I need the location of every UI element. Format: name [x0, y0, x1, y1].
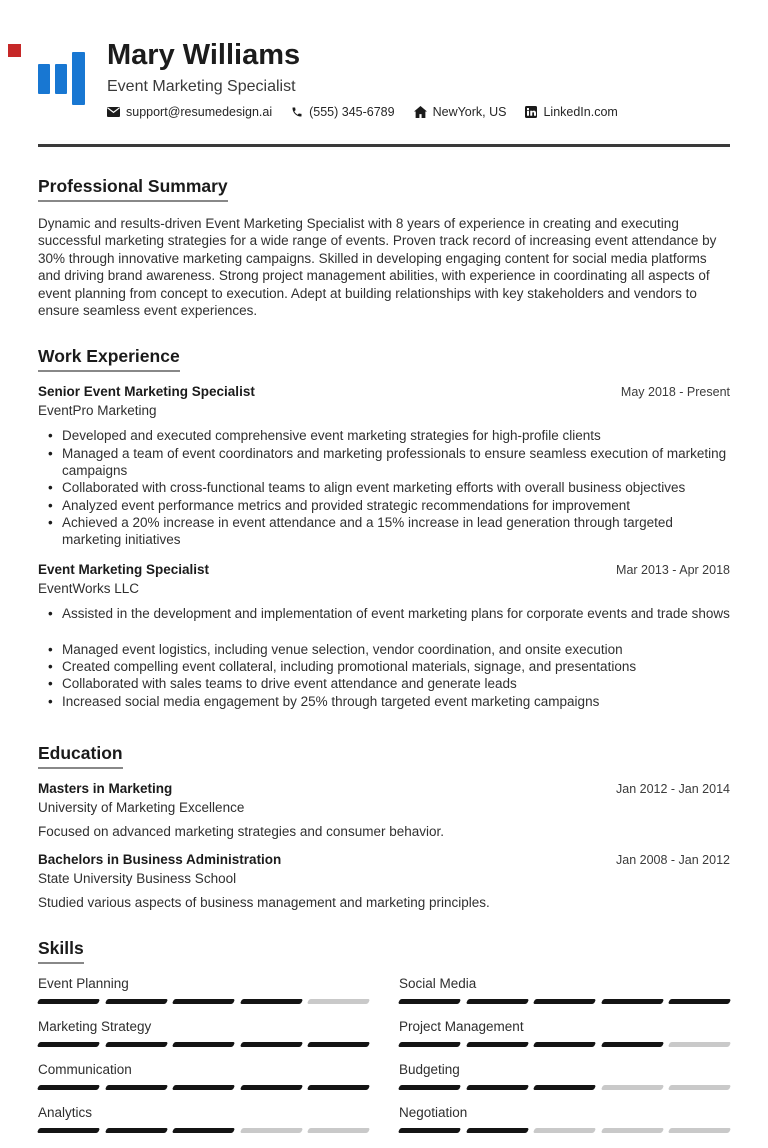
job-bullet: • Developed and executed comprehensive event marketing strategies for high-profile clients [38, 427, 730, 444]
skill-level-segment [601, 1085, 664, 1090]
skill-level-segment [465, 1085, 528, 1090]
candidate-name: Mary Williams [107, 39, 301, 71]
skill-level-segment [307, 1128, 370, 1133]
skill-level-segment [240, 1085, 303, 1090]
work-jobs [38, 384, 730, 710]
home-icon [414, 106, 427, 118]
red-corner-mark [8, 44, 21, 57]
skill-item [38, 1105, 369, 1133]
skill-name: Project Management [399, 1018, 524, 1034]
education-entry [38, 852, 730, 910]
job-bullets [38, 427, 730, 548]
logo-bar [55, 64, 67, 94]
skill-level-segment [601, 999, 664, 1004]
candidate-role: Event Marketing Specialist [107, 77, 296, 95]
skill-level-segment [37, 1042, 100, 1047]
resume-header [38, 40, 730, 119]
skill-level-segment [465, 1042, 528, 1047]
job-bullets [38, 605, 730, 709]
job-title: Senior Event Marketing Specialist [38, 384, 255, 400]
job-header [38, 562, 730, 577]
job-dates: Mar 2013 - Apr 2018 [616, 563, 730, 578]
skill-item [38, 1062, 369, 1090]
skill-name: Event Planning [38, 975, 129, 991]
skill-level-segment [37, 999, 100, 1004]
skill-item [399, 1062, 730, 1090]
skill-level-segment [601, 1042, 664, 1047]
skill-level-bar [38, 999, 369, 1004]
skill-level-segment [172, 1128, 235, 1133]
skill-item [399, 1105, 730, 1133]
skill-level-bar [399, 999, 730, 1004]
skill-level-segment [172, 1042, 235, 1047]
school-name: University of Marketing Excellence [38, 799, 245, 815]
section-title: Education [38, 743, 123, 769]
skill-level-segment [668, 1128, 731, 1133]
skill-level-segment [601, 1128, 664, 1133]
skill-level-segment [104, 1128, 167, 1133]
job-bullet: • Increased social media engagement by 25% through targeted event marketing campaigns [38, 693, 730, 710]
skill-level-segment [398, 1042, 461, 1047]
job-bullet: • Assisted in the development and implementation of event marketing plans for corporate events and trade shows [38, 605, 730, 622]
contact-linkedin: LinkedIn.com [525, 105, 617, 119]
phone-icon [291, 106, 303, 118]
logo-bar [38, 64, 50, 94]
skills-column [38, 976, 369, 1148]
skill-level-segment [465, 999, 528, 1004]
skill-level-segment [240, 999, 303, 1004]
section-title: Work Experience [38, 346, 180, 372]
skill-item [38, 976, 369, 1004]
education-description: Focused on advanced marketing strategies and consumer behavior. [38, 823, 444, 839]
resume-page [0, 40, 768, 1118]
education-entry [38, 781, 730, 839]
job-entry [38, 384, 730, 548]
skill-item [38, 1019, 369, 1047]
education-items [38, 781, 730, 910]
linkedin-icon [525, 106, 537, 118]
section-skills [38, 938, 730, 1148]
skill-name: Social Media [399, 975, 477, 991]
skill-item [399, 976, 730, 1004]
section-title: Professional Summary [38, 176, 228, 202]
logo-bar [72, 52, 85, 105]
degree-title: Bachelors in Business Administration [38, 851, 282, 867]
envelope-icon [107, 107, 120, 117]
education-header [38, 852, 730, 867]
contact-email: support@resumedesign.ai [107, 105, 272, 119]
skill-level-segment [172, 1085, 235, 1090]
section-title: Skills [38, 938, 84, 964]
section-professional-summary [38, 176, 730, 319]
skill-level-segment [398, 1085, 461, 1090]
skill-level-segment [172, 999, 235, 1004]
contact-row [107, 105, 618, 119]
skill-level-segment [398, 1128, 461, 1133]
section-education [38, 743, 730, 910]
skill-level-segment [668, 1042, 731, 1047]
bar-chart-logo-icon [38, 52, 86, 105]
skill-level-bar [399, 1085, 730, 1090]
skill-level-bar [399, 1128, 730, 1133]
skill-level-segment [668, 1085, 731, 1090]
skill-level-segment [104, 999, 167, 1004]
skill-name: Negotiation [399, 1104, 468, 1120]
job-dates: May 2018 - Present [620, 385, 730, 400]
education-dates: Jan 2008 - Jan 2012 [616, 852, 730, 867]
skill-level-segment [37, 1128, 100, 1133]
skill-name: Communication [38, 1061, 132, 1077]
job-bullet: • Managed event logistics, including venue selection, vendor coordination, and onsite execution [38, 641, 730, 658]
contact-location: NewYork, US [414, 105, 507, 119]
job-entry [38, 562, 730, 709]
skills-column [399, 976, 730, 1148]
summary-text: Dynamic and results-driven Event Marketing Specialist with 8 years of experience in creating and executing successful marketing strategies for a wide range of events. Proven track record of increasing event attendance by 30% through innovative marketing campaigns. Skilled in developing engaging content for social media platforms and driving brand awareness. Strong project management abilities, with experience in coordinating all aspects of event planning from concept to execution. Adept at building relationships with key stakeholders and vendors to ensure seamless event experiences. [38, 215, 717, 318]
skill-level-segment [307, 1042, 370, 1047]
skill-item [399, 1019, 730, 1047]
skill-level-segment [104, 1085, 167, 1090]
skill-level-segment [240, 1128, 303, 1133]
skill-level-bar [38, 1128, 369, 1133]
skill-name: Analytics [38, 1104, 93, 1120]
section-work-experience [38, 346, 730, 710]
job-bullet: • Managed a team of event coordinators and marketing professionals to ensure seamless execution of marketing campaigns [38, 445, 730, 480]
job-bullet: • Collaborated with cross-functional teams to align event marketing efforts with overall business objectives [38, 479, 730, 496]
skill-level-bar [38, 1042, 369, 1047]
skill-level-segment [307, 1085, 370, 1090]
header-text [107, 40, 618, 119]
skill-level-segment [668, 999, 731, 1004]
skill-level-segment [533, 1128, 596, 1133]
job-company: EventWorks LLC [38, 581, 140, 597]
school-name: State University Business School [38, 870, 237, 886]
skill-name: Marketing Strategy [38, 1018, 152, 1034]
education-description: Studied various aspects of business management and marketing principles. [38, 894, 490, 910]
job-bullet: • Achieved a 20% increase in event attendance and a 15% increase in lead generation through targeted marketing initiatives [38, 514, 730, 549]
skill-level-segment [398, 999, 461, 1004]
skill-level-bar [38, 1085, 369, 1090]
job-bullet: • Created compelling event collateral, including promotional materials, signage, and presentations [38, 658, 730, 675]
job-company: EventPro Marketing [38, 403, 157, 419]
skill-level-segment [533, 1085, 596, 1090]
job-title: Event Marketing Specialist [38, 562, 210, 578]
skill-level-segment [465, 1128, 528, 1133]
skill-level-segment [37, 1085, 100, 1090]
skill-name: Budgeting [399, 1061, 460, 1077]
skill-level-segment [533, 1042, 596, 1047]
degree-title: Masters in Marketing [38, 780, 173, 796]
header-divider [38, 144, 730, 147]
skill-level-segment [240, 1042, 303, 1047]
job-bullet: • Collaborated with sales teams to drive event attendance and generate leads [38, 675, 730, 692]
skill-level-segment [307, 999, 370, 1004]
skill-level-segment [533, 999, 596, 1004]
education-dates: Jan 2012 - Jan 2014 [616, 781, 730, 796]
skill-level-bar [399, 1042, 730, 1047]
contact-phone: (555) 345-6789 [291, 105, 394, 119]
education-header [38, 781, 730, 796]
job-bullet: • Analyzed event performance metrics and provided strategic recommendations for improvement [38, 497, 730, 514]
job-header [38, 384, 730, 399]
skill-level-segment [104, 1042, 167, 1047]
skills-grid [38, 976, 730, 1148]
